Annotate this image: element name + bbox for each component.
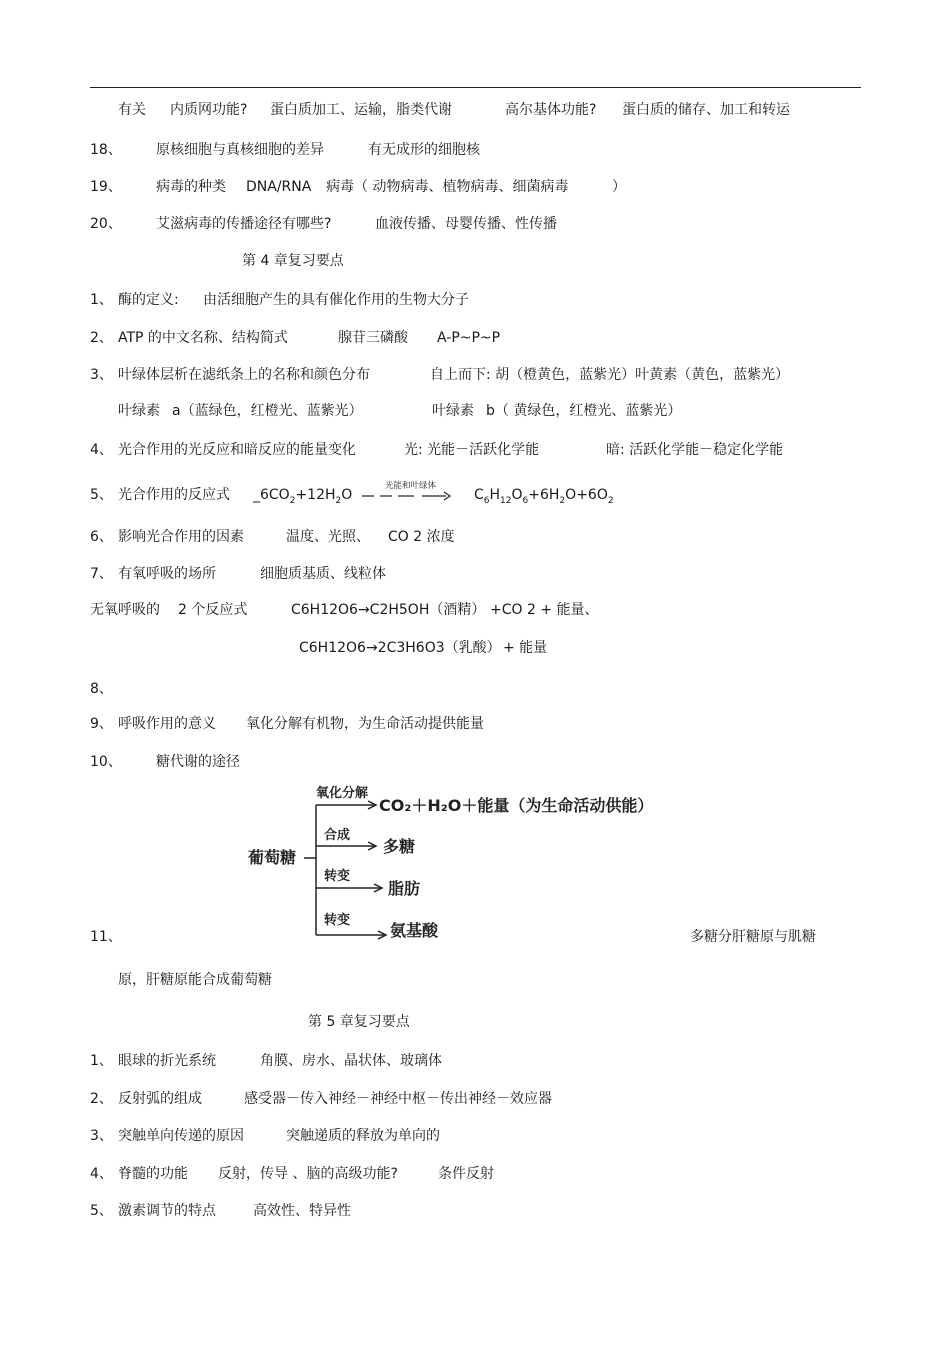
- branch-synthesis: [316, 827, 415, 856]
- item-number: 5、: [90, 1203, 113, 1219]
- reaction-arrow-icon: [360, 488, 470, 504]
- golgi-question: 高尔基体功能?: [505, 102, 597, 118]
- equation-reactants: $\_6CO_2+12H_2O$: [253, 487, 353, 506]
- item-answer: 原，肝糖原能合成葡萄糖: [118, 972, 272, 988]
- item-answer: ）: [612, 179, 626, 195]
- item-answer: 细胞质基质、线粒体: [260, 566, 386, 582]
- item-number: 4、: [90, 1166, 113, 1182]
- item-answer: 叶绿素: [432, 403, 474, 419]
- branch-label: 转变: [324, 869, 351, 884]
- item-answer: 氧化分解有机物，为生命活动提供能量: [246, 716, 484, 732]
- item-question: ATP 的中文名称、结构简式: [118, 330, 288, 346]
- header-rule: [90, 87, 861, 88]
- branch-label: 氧化分解: [316, 786, 369, 801]
- branch-label: 合成: [324, 828, 351, 843]
- item-question: 酶的定义:: [118, 292, 179, 308]
- item-number: 5、: [90, 487, 113, 503]
- item-number: 4、: [90, 442, 113, 458]
- item-number: 1、: [90, 1053, 113, 1069]
- item-question: 病毒的种类: [156, 179, 226, 195]
- item-answer: 暗: 活跃化学能－稳定化学能: [606, 442, 784, 458]
- prefix-text: 有关: [118, 102, 146, 118]
- branch-target: CO₂＋H₂O＋能量（为生命活动供能）: [379, 796, 654, 815]
- section-heading: 第 4 章复习要点: [242, 253, 344, 269]
- item-question: 叶绿体层析在滤纸条上的名称和颜色分布: [118, 367, 370, 383]
- item-number: 3、: [90, 367, 113, 383]
- item-question: 艾滋病毒的传播途径有哪些?: [156, 216, 332, 232]
- section-heading: 第 5 章复习要点: [308, 1014, 410, 1030]
- item-answer: 感受器－传入神经－神经中枢－传出神经－效应器: [244, 1091, 552, 1107]
- item-answer: 条件反射: [438, 1166, 494, 1182]
- equation-products: $C_6H_{12}O_6+6H_2O+6O_2$: [474, 487, 614, 506]
- item-answer: A-P~P~P: [437, 330, 501, 346]
- anaerobic-label: 无氧呼吸的: [90, 602, 160, 618]
- branch-conversion-fat: [316, 868, 420, 898]
- item-answer: a（蓝绿色，红橙光、蓝紫光）: [172, 403, 363, 419]
- er-question: 内质网功能?: [170, 102, 248, 118]
- item-answer: 腺苷三磷酸: [338, 330, 408, 346]
- item-number: 1、: [90, 292, 113, 308]
- item-number: 2、: [90, 1091, 113, 1107]
- sugar-metabolism-diagram: [240, 778, 660, 948]
- anaerobic-equation-2: C6H12O6→2C3H6O3（乳酸）: [299, 640, 501, 656]
- item-question: 原核细胞与真核细胞的差异: [156, 142, 324, 158]
- item-question: 糖代谢的途径: [156, 754, 240, 770]
- item-question: 脊髓的功能: [118, 1166, 188, 1182]
- item-question: 影响光合作用的因素: [118, 529, 244, 545]
- anaerobic-equation-1-tail: +CO 2 + 能量、: [490, 602, 599, 618]
- item-number: 7、: [90, 566, 113, 582]
- item-answer: 叶绿素: [118, 403, 160, 419]
- anaerobic-equation-2-tail: + 能量: [503, 640, 548, 656]
- item-question: 反射弧的组成: [118, 1091, 202, 1107]
- item-answer: 高效性、特异性: [253, 1203, 351, 1219]
- item-answer: 光: 光能－活跃化学能: [404, 442, 540, 458]
- item-answer: 血液传播、母婴传播、性传播: [375, 216, 557, 232]
- branch-label: 转变: [324, 913, 351, 928]
- item-number: 9、: [90, 716, 113, 732]
- branch-conversion-amino: [316, 912, 439, 940]
- item-question: 有氧呼吸的场所: [118, 566, 216, 582]
- item-question: 突触单向传递的原因: [118, 1128, 244, 1144]
- item-answer: 反射，传导 、脑的高级功能?: [218, 1166, 398, 1182]
- item-answer: 自上而下: 胡（橙黄色，蓝紫光）叶黄素（黄色，蓝紫光）: [430, 367, 790, 383]
- item-number: 11、: [90, 929, 122, 945]
- item-answer: b（ 黄绿色，红橙光、蓝紫光）: [486, 403, 682, 419]
- diagram-source: 葡萄糖: [248, 848, 297, 867]
- item-answer: 有无成形的细胞核: [368, 142, 480, 158]
- item-number: 10、: [90, 754, 122, 770]
- arrow-condition-label: 光能和叶绿体: [385, 481, 437, 491]
- item-question: 呼吸作用的意义: [118, 716, 216, 732]
- branch-oxidation: [316, 785, 653, 815]
- branch-target: 氨基酸: [390, 921, 439, 940]
- item-number: 18、: [90, 142, 122, 158]
- item-answer: CO 2 浓度: [388, 529, 455, 545]
- golgi-answer: 蛋白质的储存、加工和转运: [622, 102, 790, 118]
- item-answer: 温度、光照、: [286, 529, 370, 545]
- item-answer: 角膜、房水、晶状体、玻璃体: [260, 1053, 442, 1069]
- item-answer: 多糖分肝糖原与肌糖: [690, 929, 816, 945]
- item-question: 激素调节的特点: [118, 1203, 216, 1219]
- item-number: 8、: [90, 681, 113, 697]
- branch-target: 多糖: [383, 837, 416, 856]
- item-answer: 突触递质的释放为单向的: [286, 1128, 440, 1144]
- item-number: 19、: [90, 179, 122, 195]
- item-number: 20、: [90, 216, 122, 232]
- item-number: 3、: [90, 1128, 113, 1144]
- anaerobic-equation-1: C6H12O6→C2H5OH（酒精）: [291, 602, 486, 618]
- item-question: 光合作用的光反应和暗反应的能量变化: [118, 442, 356, 458]
- item-answer: 由活细胞产生的具有催化作用的生物大分子: [203, 292, 469, 308]
- anaerobic-count: 2 个反应式: [178, 602, 248, 618]
- er-answer: 蛋白质加工、运输，脂类代谢: [270, 102, 452, 118]
- branch-target: 脂肪: [388, 879, 421, 898]
- item-number: 2、: [90, 330, 113, 346]
- item-number: 6、: [90, 529, 113, 545]
- item-answer: 病毒（ 动物病毒、植物病毒、细菌病毒: [326, 179, 569, 195]
- item-question: 眼球的折光系统: [118, 1053, 216, 1069]
- item-question: 光合作用的反应式: [118, 487, 230, 503]
- item-answer: DNA/RNA: [246, 179, 312, 195]
